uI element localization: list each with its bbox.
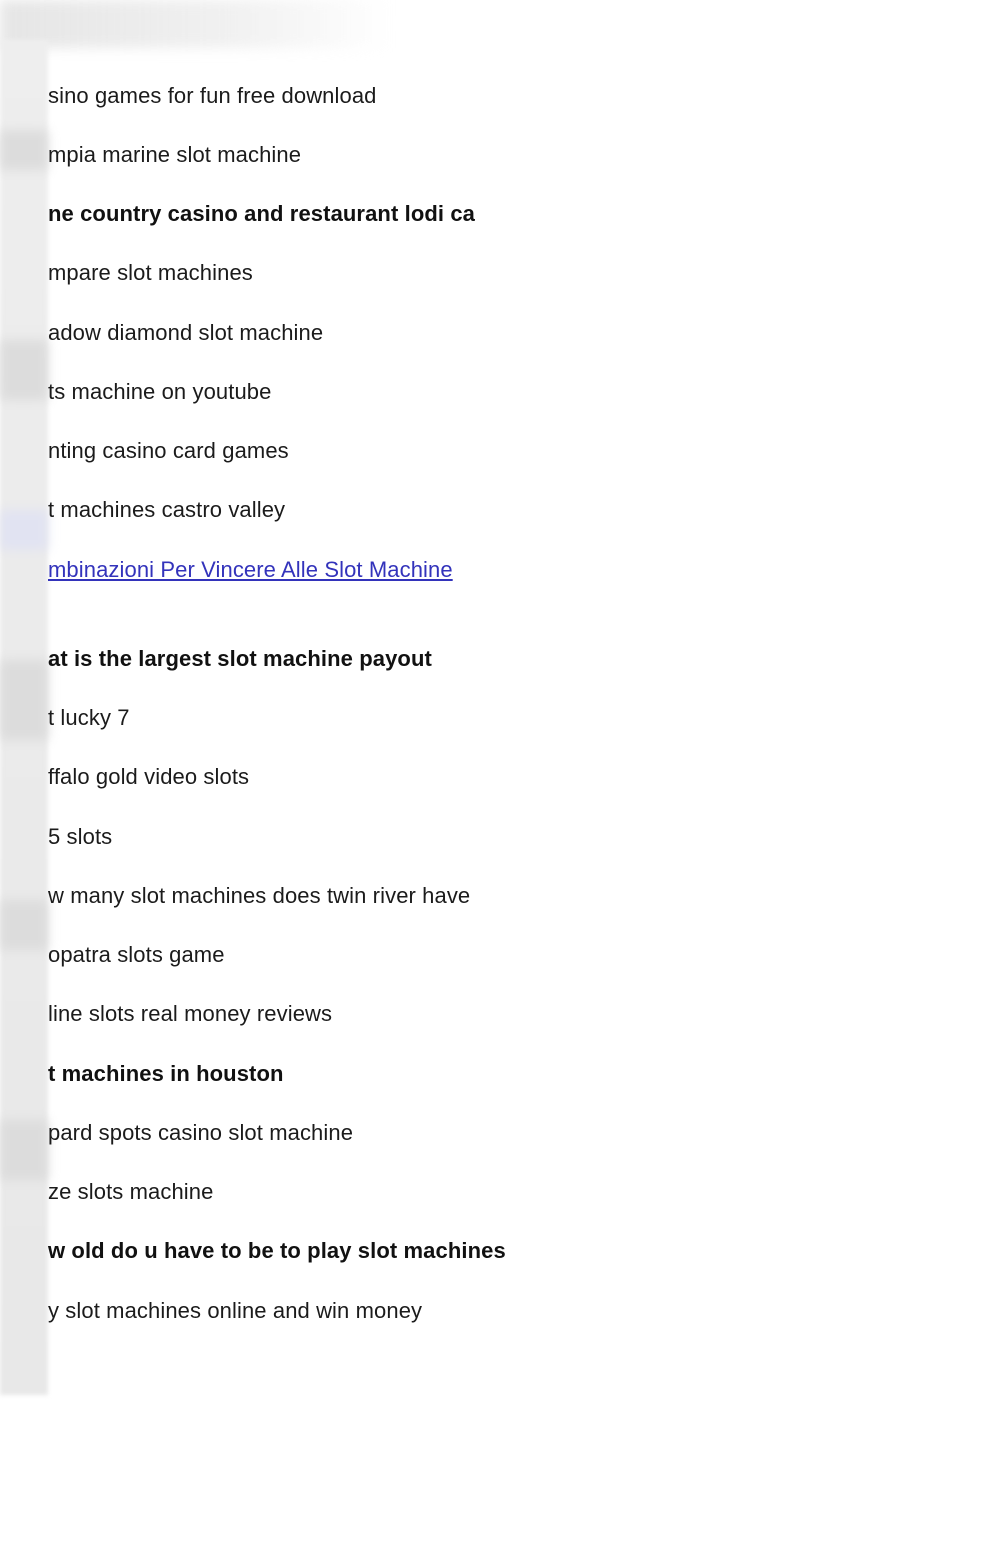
- list-item: ze slots machine: [48, 1179, 214, 1204]
- list-item: pard spots casino slot machine: [48, 1120, 354, 1145]
- list-item: nting casino card games: [48, 438, 289, 463]
- list-item: t machines in houston: [48, 1061, 284, 1086]
- list-item: sino games for fun free download: [48, 83, 377, 108]
- list-item: line slots real money reviews: [48, 1001, 333, 1026]
- list-item: at is the largest slot machine payout: [48, 646, 432, 671]
- list-item: opatra slots game: [48, 942, 225, 967]
- list-item: 5 slots: [48, 824, 113, 849]
- list-item: ne country casino and restaurant lodi ca: [48, 201, 475, 226]
- list-item: w old do u have to be to play slot machines: [48, 1238, 506, 1263]
- list-item: mpia marine slot machine: [48, 142, 302, 167]
- list-item: t lucky 7: [48, 705, 130, 730]
- list-item: y slot machines online and win money: [48, 1298, 423, 1323]
- article-link[interactable]: mbinazioni Per Vincere Alle Slot Machine: [48, 557, 453, 582]
- list-item: mpare slot machines: [48, 260, 253, 285]
- list-item: t machines castro valley: [48, 497, 286, 522]
- list-item: ts machine on youtube: [48, 379, 272, 404]
- list-item: ffalo gold video slots: [48, 764, 250, 789]
- list-item: w many slot machines does twin river have: [48, 883, 471, 908]
- list-item: adow diamond slot machine: [48, 320, 324, 345]
